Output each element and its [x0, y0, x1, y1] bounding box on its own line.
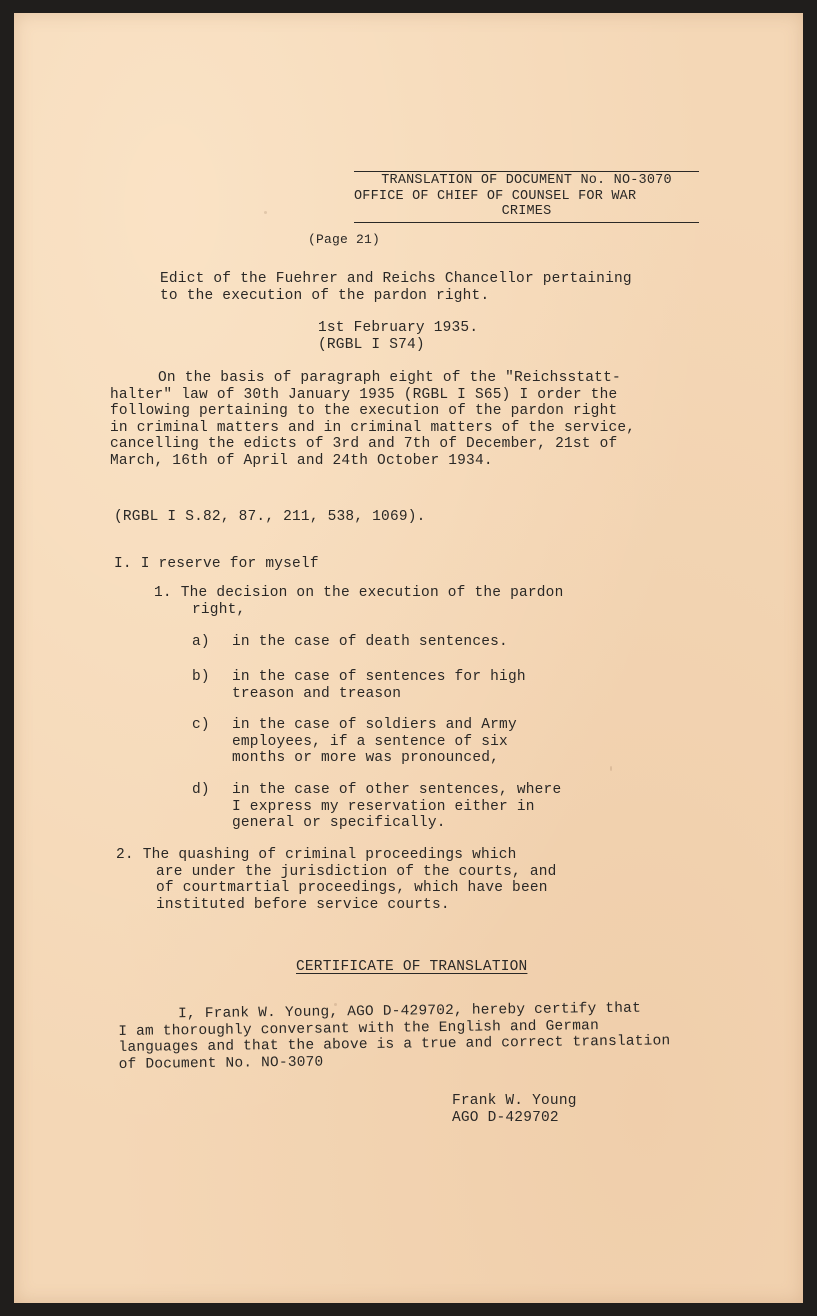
item-2-text: The quashing of criminal proceedings which — [142, 847, 517, 863]
edict-gazette-ref: (RGBL I S74) — [318, 336, 425, 353]
gazette-references: (RGBL I S.82, 87., 211, 538, 1069). — [114, 509, 426, 525]
edict-date — [318, 320, 478, 353]
subitem-c-line-3: months or more was pronounced, — [232, 750, 500, 766]
subitem-a — [192, 634, 622, 651]
ink-speck — [610, 766, 612, 771]
header-line-2: OFFICE OF CHIEF OF COUNSEL FOR WAR — [354, 188, 637, 204]
certificate-line-2: I am thoroughly conversant with the English and German — [118, 1017, 600, 1040]
subitem-d-letter: d) — [192, 782, 210, 798]
subitem-b-text: in the case of sentences for high — [232, 669, 526, 685]
item-2-line-1 — [116, 847, 636, 864]
subitem-a-letter: a) — [192, 634, 210, 650]
subitem-d-line-3: general or specifically. — [232, 815, 446, 831]
ink-speck — [264, 211, 267, 214]
certificate-line-4: of Document No. NO-3070 — [118, 1053, 324, 1073]
edict-title — [160, 271, 700, 304]
ink-speck — [334, 1003, 337, 1006]
item-2-line-4: instituted before service courts. — [156, 896, 450, 913]
item-2-number: 2. — [116, 847, 134, 863]
subitem-b-letter: b) — [192, 669, 210, 685]
document-content — [14, 13, 803, 1303]
paragraph-line-1: On the basis of paragraph eight of the "Reichsstatt- — [158, 370, 621, 386]
subitem-c-text: in the case of soldiers and Army — [232, 717, 517, 733]
certificate-line-1: I, Frank W. Young, AGO D-429702, hereby certify that — [177, 1000, 642, 1023]
subitem-a-text: in the case of death sentences. — [232, 634, 508, 650]
paragraph-line-2: halter" law of 30th January 1935 (RGBL I S65) I order the — [110, 386, 618, 403]
paragraph-line-3: following pertaining to the execution of the pardon right — [110, 403, 618, 419]
section-1-item-1 — [154, 585, 654, 618]
header-line-1: TRANSLATION OF DOCUMENT No. NO-3070 — [381, 173, 672, 188]
item-1-line-1 — [154, 585, 654, 602]
document-page — [14, 13, 803, 1303]
certificate-body — [118, 999, 739, 1073]
subitem-a-line-1 — [192, 634, 622, 651]
item-2-line-3: of courtmartial proceedings, which have been — [156, 880, 548, 896]
subitem-b — [192, 669, 622, 702]
subitem-c-line-2: employees, if a sentence of six — [232, 733, 508, 750]
edict-title-line-1: Edict of the Fuehrer and Reichs Chancellor pertaining — [160, 271, 632, 287]
subitem-b-line-2: treason and treason — [232, 685, 402, 702]
paragraph-line-6: March, 16th of April and 24th October 1934. — [110, 452, 493, 469]
translator-signature-block — [452, 1093, 577, 1126]
preamble-paragraph — [110, 370, 690, 469]
certificate-title: CERTIFICATE OF TRANSLATION — [296, 959, 528, 975]
page-reference: (Page 21) — [308, 232, 381, 247]
item-1-text: The decision on the execution of the pardon — [180, 585, 564, 601]
item-1-number: 1. — [154, 585, 172, 601]
translator-id: AGO D-429702 — [452, 1109, 559, 1126]
edict-title-line-2: to the execution of the pardon right. — [160, 287, 490, 304]
subitem-c — [192, 717, 622, 767]
subitem-d-text: in the case of other sentences, where — [232, 782, 562, 798]
paragraph-line-4: in criminal matters and in criminal matters of the service, — [110, 419, 636, 436]
subitem-d — [192, 782, 622, 832]
item-2-line-2: are under the jurisdiction of the courts, and — [156, 863, 557, 880]
item-1-line-2: right, — [192, 601, 246, 618]
subitem-c-letter: c) — [192, 717, 210, 733]
certificate-line-3: languages and that the above is a true and correct translation — [118, 1033, 671, 1056]
header-line-3: CRIMES — [501, 204, 552, 219]
subitem-b-line-1 — [192, 669, 622, 686]
section-1-heading: I. I reserve for myself — [114, 556, 319, 572]
subitem-d-line-2: I express my reservation either in — [232, 798, 535, 815]
paragraph-line-5: cancelling the edicts of 3rd and 7th of December, 21st of — [110, 436, 618, 452]
subitem-c-line-1 — [192, 717, 622, 734]
document-header — [354, 171, 699, 223]
translator-name: Frank W. Young — [452, 1093, 577, 1109]
section-1-item-2 — [116, 847, 636, 913]
subitem-d-line-1 — [192, 782, 622, 799]
edict-date-line: 1st February 1935. — [318, 320, 479, 336]
